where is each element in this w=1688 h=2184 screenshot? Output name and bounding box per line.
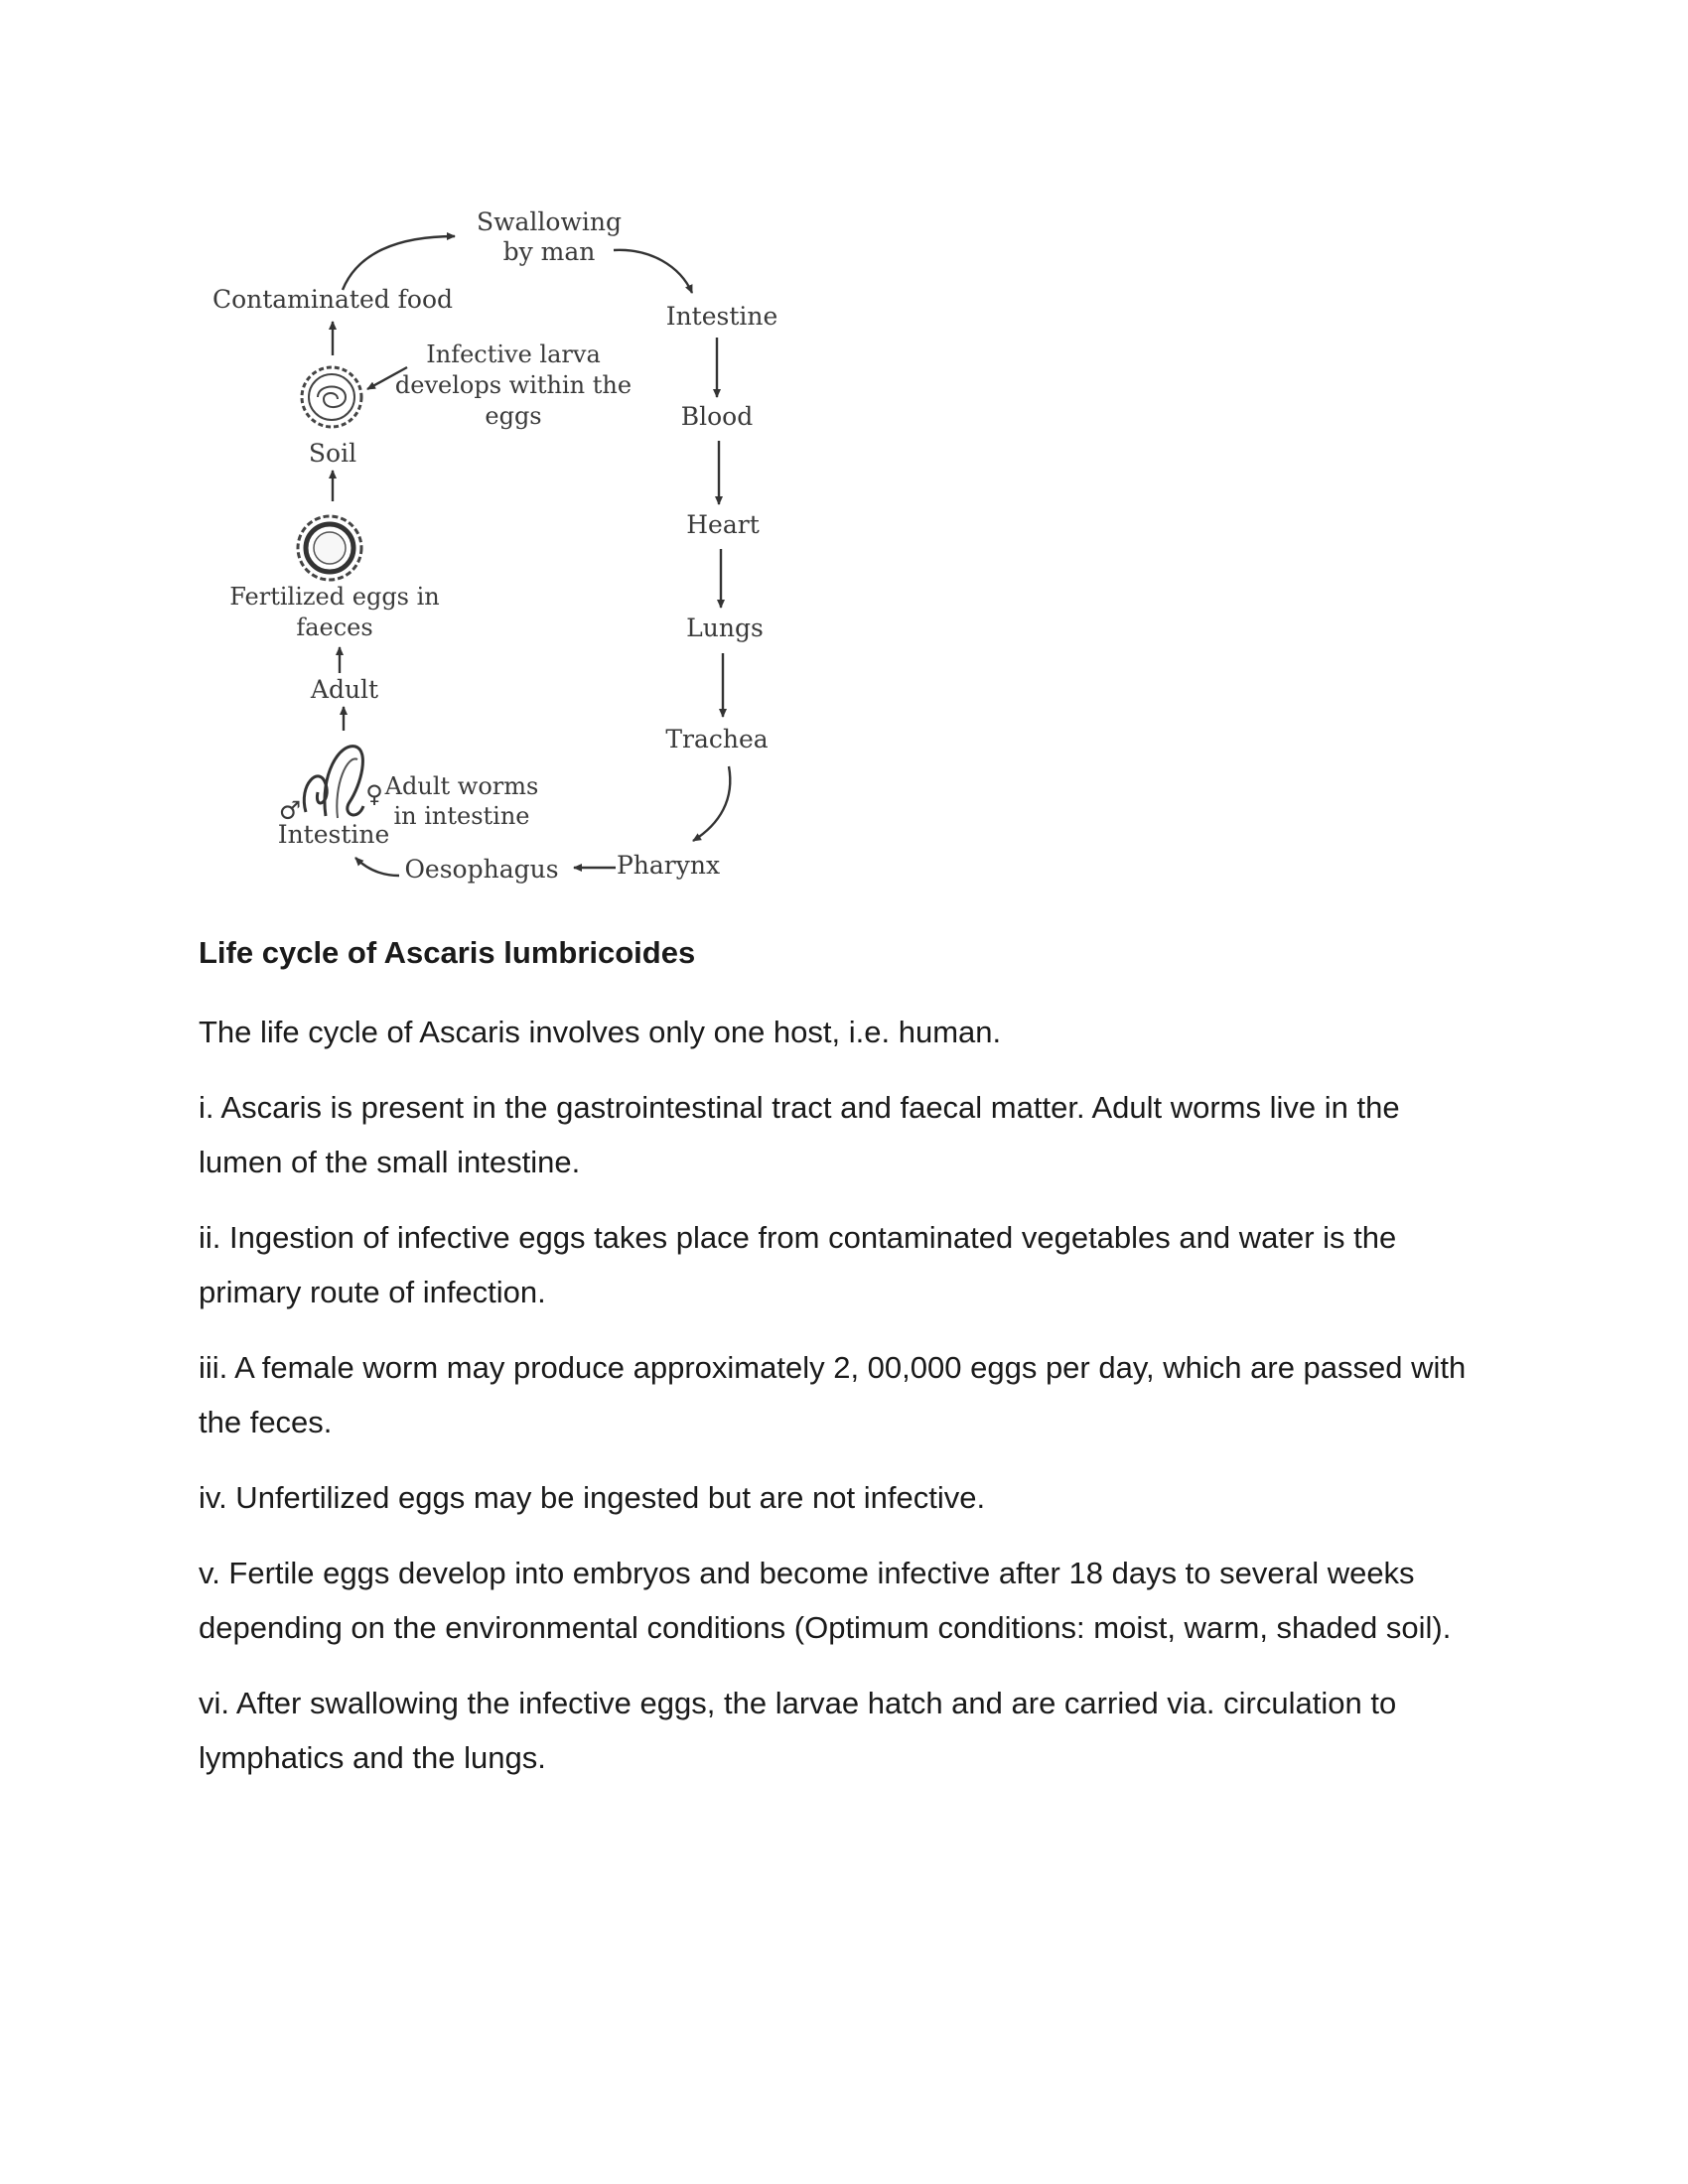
adult-worms-icon (304, 747, 363, 818)
label-soil: Soil (308, 439, 357, 468)
label-swallowing: Swallowing (477, 207, 622, 236)
life-cycle-svg (209, 199, 804, 913)
label-intestine-left: Intestine (277, 820, 390, 849)
section-heading: Life cycle of Ascaris lumbricoides (199, 935, 696, 970)
egg-with-larva-icon (302, 367, 361, 427)
label-larva-1: Infective larva (426, 341, 601, 368)
arrow-trachea-to-pharynx (693, 766, 730, 841)
label-blood: Blood (680, 402, 754, 431)
point-v: v. Fertile eggs develop into embryos and become infective after 18 days to several weeks depending on the environmental conditions (Optimum conditions: moist, warm, shaded soil). (199, 1556, 1452, 1645)
arrow-swallow-to-intestine (614, 250, 692, 293)
label-by-man: by man (502, 237, 596, 266)
text-block (199, 933, 1489, 1806)
label-fertilized-2: faeces (296, 614, 373, 641)
label-adult-worms-1: Adult worms (384, 772, 539, 800)
point-vi: vi. After swallowing the infective eggs, the larvae hatch and are carried via. circulation to lymphatics and the lungs. (199, 1686, 1397, 1775)
label-pharynx: Pharynx (616, 851, 721, 880)
label-intestine-right: Intestine (665, 302, 778, 331)
life-cycle-diagram (209, 199, 804, 913)
label-larva-2: develops within the (394, 371, 633, 399)
point-iii: iii. A female worm may produce approximately 2, 00,000 eggs per day, which are passed with the feces. (199, 1350, 1467, 1439)
point-i: i. Ascaris is present in the gastrointestinal tract and faecal matter. Adult worms live in the lumen of the small intestine. (199, 1090, 1400, 1179)
label-oesophagus: Oesophagus (404, 855, 559, 884)
female-symbol: ♀ (365, 780, 383, 808)
label-contaminated-food: Contaminated food (211, 285, 454, 314)
label-lungs: Lungs (686, 614, 764, 642)
point-ii: ii. Ingestion of infective eggs takes place from contaminated vegetables and water is the primary route of infection. (199, 1220, 1397, 1309)
label-heart: Heart (686, 510, 760, 539)
label-fertilized-1: Fertilized eggs in (229, 583, 440, 611)
fertilized-egg-icon (298, 516, 361, 580)
intro-paragraph: The life cycle of Ascaris involves only one host, i.e. human. (199, 1015, 1002, 1049)
male-symbol: ♂ (278, 796, 302, 825)
arrow-oesophagus-to-intestine (355, 858, 399, 876)
label-adult-worms-2: in intestine (393, 802, 530, 830)
label-adult: Adult (310, 675, 379, 704)
label-larva-3: eggs (485, 402, 542, 430)
point-iv: iv. Unfertilized eggs may be ingested but are not infective. (199, 1480, 986, 1515)
arrow-food-to-swallow (343, 236, 455, 290)
label-trachea: Trachea (665, 725, 769, 753)
